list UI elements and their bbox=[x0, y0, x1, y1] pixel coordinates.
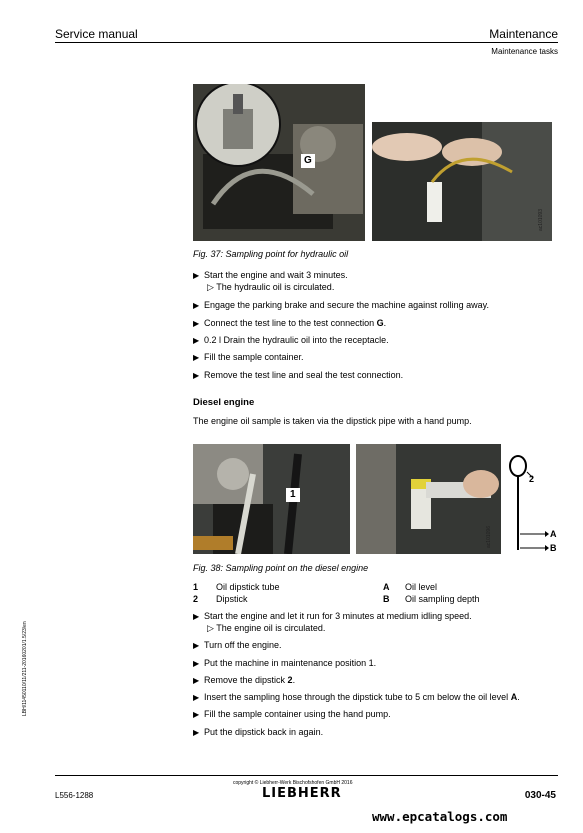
arrow-icon: ▶ bbox=[193, 371, 200, 380]
fig38-photo-right bbox=[356, 444, 501, 554]
label-a: A bbox=[550, 529, 557, 539]
step-start-engine bbox=[193, 270, 348, 280]
arrow-icon: ▶ bbox=[193, 659, 200, 668]
step-text: Put the dipstick back in again. bbox=[204, 727, 324, 737]
side-doc-code-text: LBH/11450110/11/211-20160201/1.5/23/en bbox=[22, 621, 28, 716]
step-text: Engage the parking brake and secure the machine against rolling away. bbox=[204, 300, 490, 310]
step-text: Connect the test line to the test connection bbox=[204, 318, 377, 328]
step-connect-line bbox=[193, 318, 386, 328]
legend-value-b: Oil sampling depth bbox=[405, 594, 480, 604]
legend-value-1: Oil dipstick tube bbox=[216, 582, 280, 592]
doc-title: Service manual bbox=[55, 27, 138, 41]
arrow-icon: ▶ bbox=[193, 301, 200, 310]
step-insert-hose bbox=[193, 692, 520, 702]
step-dipstick-back bbox=[193, 727, 323, 737]
step-text: Fill the sample container using the hand pump. bbox=[204, 709, 391, 719]
legend-key-2: 2 bbox=[193, 594, 199, 604]
legend-key-a: A bbox=[383, 582, 390, 592]
step-text: Remove the test line and seal the test connection. bbox=[204, 370, 404, 380]
step-text: Start the engine and let it run for 3 minutes at medium idling speed. bbox=[204, 611, 472, 621]
fig38-caption: Fig. 38: Sampling point on the diesel engine bbox=[193, 563, 369, 573]
website-watermark[interactable]: www.epcatalogs.com bbox=[372, 809, 508, 824]
fig37-photo-right bbox=[372, 122, 552, 241]
footer-rule bbox=[55, 775, 558, 776]
step-parking-brake bbox=[193, 300, 489, 310]
step-maintenance-position bbox=[193, 658, 376, 668]
step-ref: G bbox=[376, 318, 384, 328]
diesel-heading: Diesel engine bbox=[193, 397, 255, 408]
step-remove-dipstick bbox=[193, 675, 295, 685]
label-g: G bbox=[304, 155, 312, 166]
label-2: 2 bbox=[529, 474, 535, 484]
step-text: Turn off the engine. bbox=[204, 640, 282, 650]
fig38-photo-left bbox=[193, 444, 350, 554]
step-ref: 2 bbox=[287, 675, 293, 685]
legend-value-a: Oil level bbox=[405, 582, 438, 592]
step-tail: . bbox=[517, 692, 520, 702]
step-drain-oil bbox=[193, 335, 389, 345]
step-text: Fill the sample container. bbox=[204, 352, 304, 362]
dipstick-diagram bbox=[503, 452, 563, 554]
arrow-icon: ▶ bbox=[193, 336, 200, 345]
arrow-icon: ▶ bbox=[193, 641, 200, 650]
footer-page-number: 030-45 bbox=[524, 790, 556, 801]
diesel-intro: The engine oil sample is taken via the dipstick pipe with a hand pump. bbox=[193, 416, 472, 426]
step-tail: . bbox=[383, 318, 387, 328]
header-rule bbox=[55, 42, 558, 43]
fig38-photo-id: ac101096 bbox=[485, 526, 492, 548]
liebherr-logo: LIEBHERR bbox=[262, 786, 342, 801]
result-text: The hydraulic oil is circulated. bbox=[216, 282, 335, 292]
result-arrow-icon: ▷ bbox=[207, 623, 217, 633]
step-fill-sample bbox=[193, 709, 391, 719]
section-title: Maintenance bbox=[489, 27, 558, 41]
section-subtitle: Maintenance tasks bbox=[491, 47, 558, 56]
step-text: Remove the dipstick bbox=[204, 675, 288, 685]
step-result bbox=[207, 282, 334, 293]
arrow-icon: ▶ bbox=[193, 271, 200, 280]
step-text: Insert the sampling hose through the dipstick tube to 5 cm below the oil level bbox=[204, 692, 511, 702]
footer-model: L556-1288 bbox=[55, 791, 94, 800]
arrow-icon: ▶ bbox=[193, 319, 200, 328]
legend-key-b: B bbox=[383, 594, 390, 604]
step-fill-container bbox=[193, 352, 304, 362]
step-result bbox=[207, 623, 325, 634]
step-text: Start the engine and wait 3 minutes. bbox=[204, 270, 348, 280]
step-turn-off bbox=[193, 640, 282, 650]
arrow-icon: ▶ bbox=[193, 353, 200, 362]
step-text: 0.2 l Drain the hydraulic oil into the receptacle. bbox=[204, 335, 389, 345]
fig37-caption: Fig. 37: Sampling point for hydraulic oil bbox=[193, 249, 349, 259]
step-run-engine bbox=[193, 611, 472, 621]
label-1: 1 bbox=[290, 489, 296, 500]
step-tail: . bbox=[292, 675, 296, 685]
side-doc-code bbox=[18, 590, 26, 720]
step-ref: A bbox=[510, 692, 518, 702]
result-text: The engine oil is circulated. bbox=[216, 623, 326, 633]
arrow-icon: ▶ bbox=[193, 676, 200, 685]
fig37-photo-left bbox=[193, 84, 365, 241]
arrow-icon: ▶ bbox=[193, 612, 200, 621]
fig37-photo-id: ac101093 bbox=[537, 209, 544, 231]
result-arrow-icon: ▷ bbox=[207, 282, 217, 292]
step-remove-line bbox=[193, 370, 403, 380]
arrow-icon: ▶ bbox=[193, 710, 200, 719]
arrow-icon: ▶ bbox=[193, 728, 200, 737]
arrow-icon: ▶ bbox=[193, 693, 200, 702]
label-b: B bbox=[550, 543, 557, 553]
step-text: Put the machine in maintenance position 1. bbox=[204, 658, 377, 668]
footer-copyright: copyright © Liebherr-Werk Bischofshofen GmbH 2016 bbox=[233, 780, 353, 786]
legend-value-2: Dipstick bbox=[216, 594, 248, 604]
legend-key-1: 1 bbox=[193, 582, 199, 592]
